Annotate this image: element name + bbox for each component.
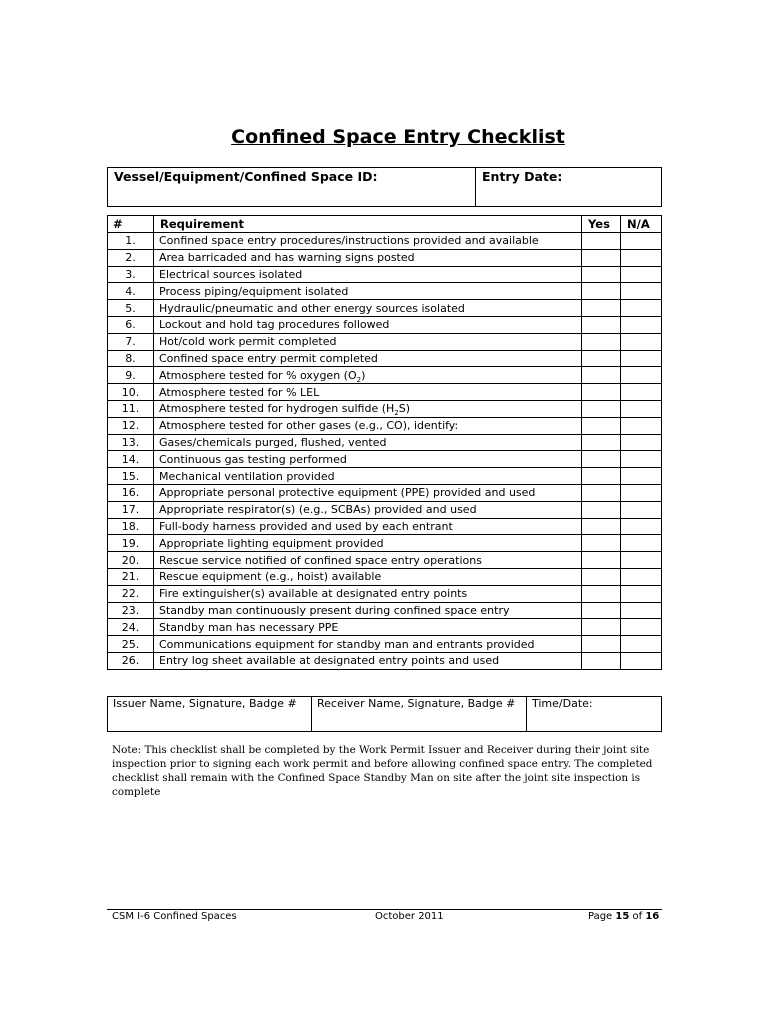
yes-checkbox-cell[interactable]	[582, 417, 621, 434]
na-checkbox-cell[interactable]	[621, 417, 662, 434]
requirement-text: Appropriate lighting equipment provided	[159, 536, 384, 550]
row-requirement	[154, 451, 582, 468]
checklist-row	[108, 451, 662, 468]
row-requirement	[154, 333, 582, 350]
na-checkbox-cell[interactable]	[621, 233, 662, 250]
na-checkbox-cell[interactable]	[621, 367, 662, 384]
row-requirement	[154, 518, 582, 535]
yes-checkbox-cell[interactable]	[582, 400, 621, 417]
na-checkbox-cell[interactable]	[621, 333, 662, 350]
checklist-body	[108, 233, 662, 670]
checklist-row	[108, 535, 662, 552]
requirement-text: Appropriate personal protective equipment (PPE) provided and used	[159, 486, 536, 500]
row-number: 19.	[108, 535, 154, 552]
receiver-field[interactable]: Receiver Name, Signature, Badge #	[312, 697, 527, 732]
checklist-row	[108, 400, 662, 417]
checklist-table	[107, 215, 662, 670]
requirement-text: Gases/chemicals purged, flushed, vented	[159, 435, 387, 449]
na-checkbox-cell[interactable]	[621, 602, 662, 619]
yes-checkbox-cell[interactable]	[582, 367, 621, 384]
checklist-row	[108, 350, 662, 367]
na-checkbox-cell[interactable]	[621, 552, 662, 569]
row-requirement	[154, 552, 582, 569]
requirement-text: Confined space entry permit completed	[159, 351, 378, 365]
checklist-row	[108, 552, 662, 569]
row-number: 6.	[108, 316, 154, 333]
na-checkbox-cell[interactable]	[621, 636, 662, 653]
na-checkbox-cell[interactable]	[621, 350, 662, 367]
checklist-row	[108, 518, 662, 535]
footer-doc: CSM I-6 Confined Spaces	[112, 911, 237, 922]
checklist-row	[108, 384, 662, 401]
checklist-row	[108, 283, 662, 300]
col-header-num: #	[108, 216, 154, 233]
row-requirement	[154, 417, 582, 434]
requirement-text: Hydraulic/pneumatic and other energy sources isolated	[159, 301, 465, 315]
row-number: 22.	[108, 585, 154, 602]
requirement-text: Atmosphere tested for % LEL	[159, 385, 320, 399]
yes-checkbox-cell[interactable]	[582, 283, 621, 300]
yes-checkbox-cell[interactable]	[582, 434, 621, 451]
row-number: 3.	[108, 266, 154, 283]
requirement-text: Hot/cold work permit completed	[159, 335, 337, 349]
requirement-text-suffix: S)	[398, 402, 411, 416]
yes-checkbox-cell[interactable]	[582, 619, 621, 636]
yes-checkbox-cell[interactable]	[582, 501, 621, 518]
yes-checkbox-cell[interactable]	[582, 468, 621, 485]
row-requirement	[154, 233, 582, 250]
na-checkbox-cell[interactable]	[621, 585, 662, 602]
yes-checkbox-cell[interactable]	[582, 300, 621, 317]
requirement-text: Atmosphere tested for hydrogen sulfide (H	[159, 402, 395, 416]
yes-checkbox-cell[interactable]	[582, 602, 621, 619]
footer-page-num: 15	[615, 911, 630, 922]
checklist-row	[108, 417, 662, 434]
col-header-yes: Yes	[582, 216, 621, 233]
yes-checkbox-cell[interactable]	[582, 233, 621, 250]
yes-checkbox-cell[interactable]	[582, 585, 621, 602]
row-requirement	[154, 535, 582, 552]
checklist-row	[108, 367, 662, 384]
yes-checkbox-cell[interactable]	[582, 249, 621, 266]
checklist-row	[108, 333, 662, 350]
checklist-row	[108, 434, 662, 451]
na-checkbox-cell[interactable]	[621, 468, 662, 485]
row-requirement	[154, 619, 582, 636]
row-requirement	[154, 602, 582, 619]
requirement-text: Process piping/equipment isolated	[159, 284, 349, 298]
footer-page-total: 16	[645, 911, 660, 922]
na-checkbox-cell[interactable]	[621, 484, 662, 501]
row-number: 14.	[108, 451, 154, 468]
yes-checkbox-cell[interactable]	[582, 652, 621, 669]
checklist-row	[108, 484, 662, 501]
yes-checkbox-cell[interactable]	[582, 484, 621, 501]
row-number: 25.	[108, 636, 154, 653]
requirement-text: Continuous gas testing performed	[159, 452, 347, 466]
requirement-text: Area barricaded and has warning signs posted	[159, 251, 415, 265]
requirement-text: Atmosphere tested for % oxygen (O	[159, 368, 357, 382]
row-requirement	[154, 484, 582, 501]
row-number: 9.	[108, 367, 154, 384]
issuer-field[interactable]: Issuer Name, Signature, Badge #	[108, 697, 312, 732]
row-requirement	[154, 501, 582, 518]
row-requirement	[154, 350, 582, 367]
requirement-text: Lockout and hold tag procedures followed	[159, 318, 390, 332]
na-checkbox-cell[interactable]	[621, 451, 662, 468]
checklist-row	[108, 652, 662, 669]
row-number: 20.	[108, 552, 154, 569]
yes-checkbox-cell[interactable]	[582, 518, 621, 535]
row-number: 7.	[108, 333, 154, 350]
row-number: 10.	[108, 384, 154, 401]
requirement-text-suffix: )	[361, 368, 366, 382]
row-requirement	[154, 316, 582, 333]
requirement-text: Full-body harness provided and used by each entrant	[159, 519, 453, 533]
footer-date: October 2011	[375, 911, 444, 922]
yes-checkbox-cell[interactable]	[582, 451, 621, 468]
row-number: 24.	[108, 619, 154, 636]
row-number: 5.	[108, 300, 154, 317]
note-text: Note: This checklist shall be completed by the Work Permit Issuer and Receiver during their joint site inspection prior to signing each work permit and before allowing confined space entry. The completed checklist shall remain with the Confined Space Standby Man on site after the joint site inspection is complete	[112, 744, 653, 798]
yes-checkbox-cell[interactable]	[582, 384, 621, 401]
na-checkbox-cell[interactable]	[621, 266, 662, 283]
na-checkbox-cell[interactable]	[621, 568, 662, 585]
row-requirement	[154, 367, 582, 384]
checklist-row	[108, 501, 662, 518]
na-checkbox-cell[interactable]	[621, 384, 662, 401]
row-number: 13.	[108, 434, 154, 451]
row-requirement	[154, 249, 582, 266]
entry-date-field[interactable]: Entry Date:	[476, 168, 662, 207]
row-requirement	[154, 400, 582, 417]
yes-checkbox-cell[interactable]	[582, 316, 621, 333]
requirement-text: Rescue service notified of confined space entry operations	[159, 553, 482, 567]
signature-table	[107, 696, 662, 732]
row-number: 11.	[108, 400, 154, 417]
na-checkbox-cell[interactable]	[621, 652, 662, 669]
footer-divider	[107, 909, 662, 910]
checklist-row	[108, 468, 662, 485]
row-number: 16.	[108, 484, 154, 501]
checklist-row	[108, 316, 662, 333]
checklist-row	[108, 636, 662, 653]
yes-checkbox-cell[interactable]	[582, 568, 621, 585]
na-checkbox-cell[interactable]	[621, 400, 662, 417]
row-number: 17.	[108, 501, 154, 518]
checklist-row	[108, 585, 662, 602]
requirement-text: Standby man has necessary PPE	[159, 620, 339, 634]
row-requirement	[154, 434, 582, 451]
footer-page-of: of	[629, 911, 646, 922]
na-checkbox-cell[interactable]	[621, 300, 662, 317]
page-title: Confined Space Entry Checklist	[231, 126, 565, 148]
row-requirement	[154, 266, 582, 283]
row-number: 23.	[108, 602, 154, 619]
na-checkbox-cell[interactable]	[621, 283, 662, 300]
footer-page-prefix: Page	[588, 911, 616, 922]
na-checkbox-cell[interactable]	[621, 619, 662, 636]
checklist-row	[108, 568, 662, 585]
row-requirement	[154, 652, 582, 669]
row-number: 4.	[108, 283, 154, 300]
row-requirement	[154, 636, 582, 653]
requirement-text: Appropriate respirator(s) (e.g., SCBAs) provided and used	[159, 503, 477, 517]
vessel-id-field[interactable]: Vessel/Equipment/Confined Space ID:	[108, 168, 476, 207]
checklist-row	[108, 619, 662, 636]
row-requirement	[154, 468, 582, 485]
na-checkbox-cell[interactable]	[621, 316, 662, 333]
checklist-row	[108, 233, 662, 250]
requirement-subscript: 2	[394, 409, 399, 418]
col-header-requirement: Requirement	[154, 216, 582, 233]
requirement-subscript: 2	[356, 375, 362, 384]
row-requirement	[154, 384, 582, 401]
col-header-na: N/A	[621, 216, 662, 233]
na-checkbox-cell[interactable]	[621, 535, 662, 552]
row-requirement	[154, 283, 582, 300]
checklist-row	[108, 266, 662, 283]
row-number: 2.	[108, 249, 154, 266]
row-number: 12.	[108, 417, 154, 434]
row-number: 15.	[108, 468, 154, 485]
entry-id-table	[107, 167, 662, 207]
yes-checkbox-cell[interactable]	[582, 552, 621, 569]
row-number: 1.	[108, 233, 154, 250]
row-requirement	[154, 300, 582, 317]
na-checkbox-cell[interactable]	[621, 518, 662, 535]
yes-checkbox-cell[interactable]	[582, 636, 621, 653]
yes-checkbox-cell[interactable]	[582, 333, 621, 350]
requirement-text: Mechanical ventilation provided	[159, 469, 335, 483]
footer-page	[588, 911, 659, 922]
row-number: 21.	[108, 568, 154, 585]
yes-checkbox-cell[interactable]	[582, 266, 621, 283]
row-number: 18.	[108, 518, 154, 535]
requirement-text: Atmosphere tested for other gases (e.g., CO), identify:	[159, 419, 459, 433]
yes-checkbox-cell[interactable]	[582, 535, 621, 552]
requirement-text: Electrical sources isolated	[159, 267, 303, 281]
yes-checkbox-cell[interactable]	[582, 350, 621, 367]
requirement-text: Confined space entry procedures/instructions provided and available	[159, 234, 539, 248]
requirement-text: Communications equipment for standby man and entrants provided	[159, 637, 535, 651]
time-date-field[interactable]: Time/Date:	[527, 697, 662, 732]
row-number: 26.	[108, 652, 154, 669]
checklist-row	[108, 249, 662, 266]
requirement-text: Entry log sheet available at designated entry points and used	[159, 654, 500, 668]
row-requirement	[154, 568, 582, 585]
checklist-row	[108, 300, 662, 317]
checklist-row	[108, 602, 662, 619]
requirement-text: Rescue equipment (e.g., hoist) available	[159, 570, 382, 584]
requirement-text: Standby man continuously present during confined space entry	[159, 603, 510, 617]
na-checkbox-cell[interactable]	[621, 249, 662, 266]
row-requirement	[154, 585, 582, 602]
row-number: 8.	[108, 350, 154, 367]
na-checkbox-cell[interactable]	[621, 434, 662, 451]
requirement-text: Fire extinguisher(s) available at designated entry points	[159, 587, 468, 601]
na-checkbox-cell[interactable]	[621, 501, 662, 518]
